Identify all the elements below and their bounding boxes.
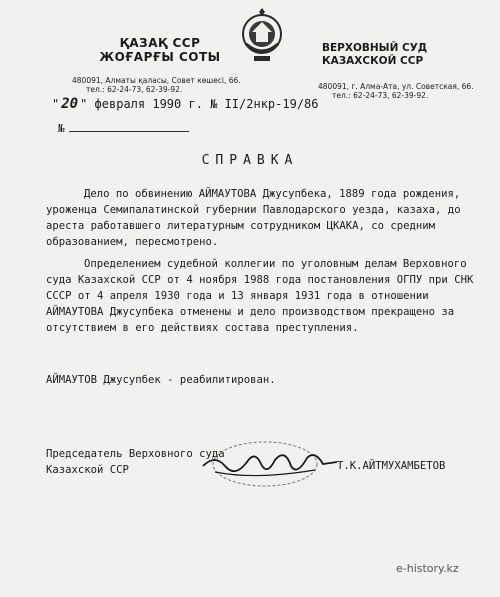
header-org-russian-line1: ВЕРХОВНЫЙ СУД: [322, 42, 428, 54]
number-line: [58, 122, 189, 135]
watermark: e-history.kz: [396, 562, 459, 575]
date-rest: " февраля 1990 г. № II/2нкр-19/86: [80, 97, 319, 111]
header-org-kazakh-line1: ҚАЗАҚ ССР: [119, 36, 201, 50]
document-body: [46, 186, 476, 336]
document-title: СПРАВКА: [201, 153, 299, 168]
header-org-kazakh-line2: ЖОҒАРҒЫ СОТЫ: [99, 50, 221, 64]
paragraph-ruling: Определением судебной коллегии по уголовным делам Верховного суда Казахской ССР от 4 ноября 1988 года постановления ОГПУ при СНК СССР от 4 апреля 1930 года и 13 января 1931 года в отношении АЙМАУТОВА Джусупбека отменены и дело производством прекращено за отсутствием в его действиях состава преступления.: [46, 258, 474, 334]
signatory-title-line2: Казахской ССР: [46, 464, 129, 476]
address-kazakh: [72, 76, 242, 94]
number-blank: [69, 123, 189, 132]
rehabilitation-statement: АЙМАУТОВ Джусупбек - реабилитирован.: [46, 374, 276, 386]
address-kazakh-phone: тел.: 62-24-73, 62-39-92.: [86, 85, 183, 94]
number-sign: №: [58, 122, 65, 135]
date-day: 20: [61, 96, 79, 112]
state-emblem-icon: [238, 8, 286, 68]
address-russian-phone: тел.: 62-24-73, 62-39-92.: [332, 91, 429, 100]
date-line: [52, 96, 319, 112]
signatory-name: Т.К.АЙТМУХАМБЕТОВ: [337, 460, 446, 472]
address-russian: [318, 82, 488, 100]
header-org-kazakh: [95, 36, 225, 64]
address-kazakh-street: 480091, Алматы қаласы, Совет көшесі, 66.: [72, 76, 241, 85]
signatory-title-line1: Председатель Верховного суда: [46, 448, 225, 460]
paragraph-case: Дело по обвинению АЙМАУТОВА Джусупбека, 1889 года рождения, уроженца Семипалатинской губернии Павлодарского уезда, казаха, до ареста работавшего литературным сотрудником ЦКАКА, со средним образованием, пересмотрено.: [46, 188, 461, 248]
handwritten-signature: [195, 436, 345, 491]
header-org-russian-line2: КАЗАХСКОЙ ССР: [322, 55, 424, 67]
header-org-russian: [322, 42, 462, 68]
address-russian-street: 480091, г. Алма-Ата, ул. Советская, 66.: [318, 82, 474, 91]
date-open-quote: ": [52, 97, 60, 111]
